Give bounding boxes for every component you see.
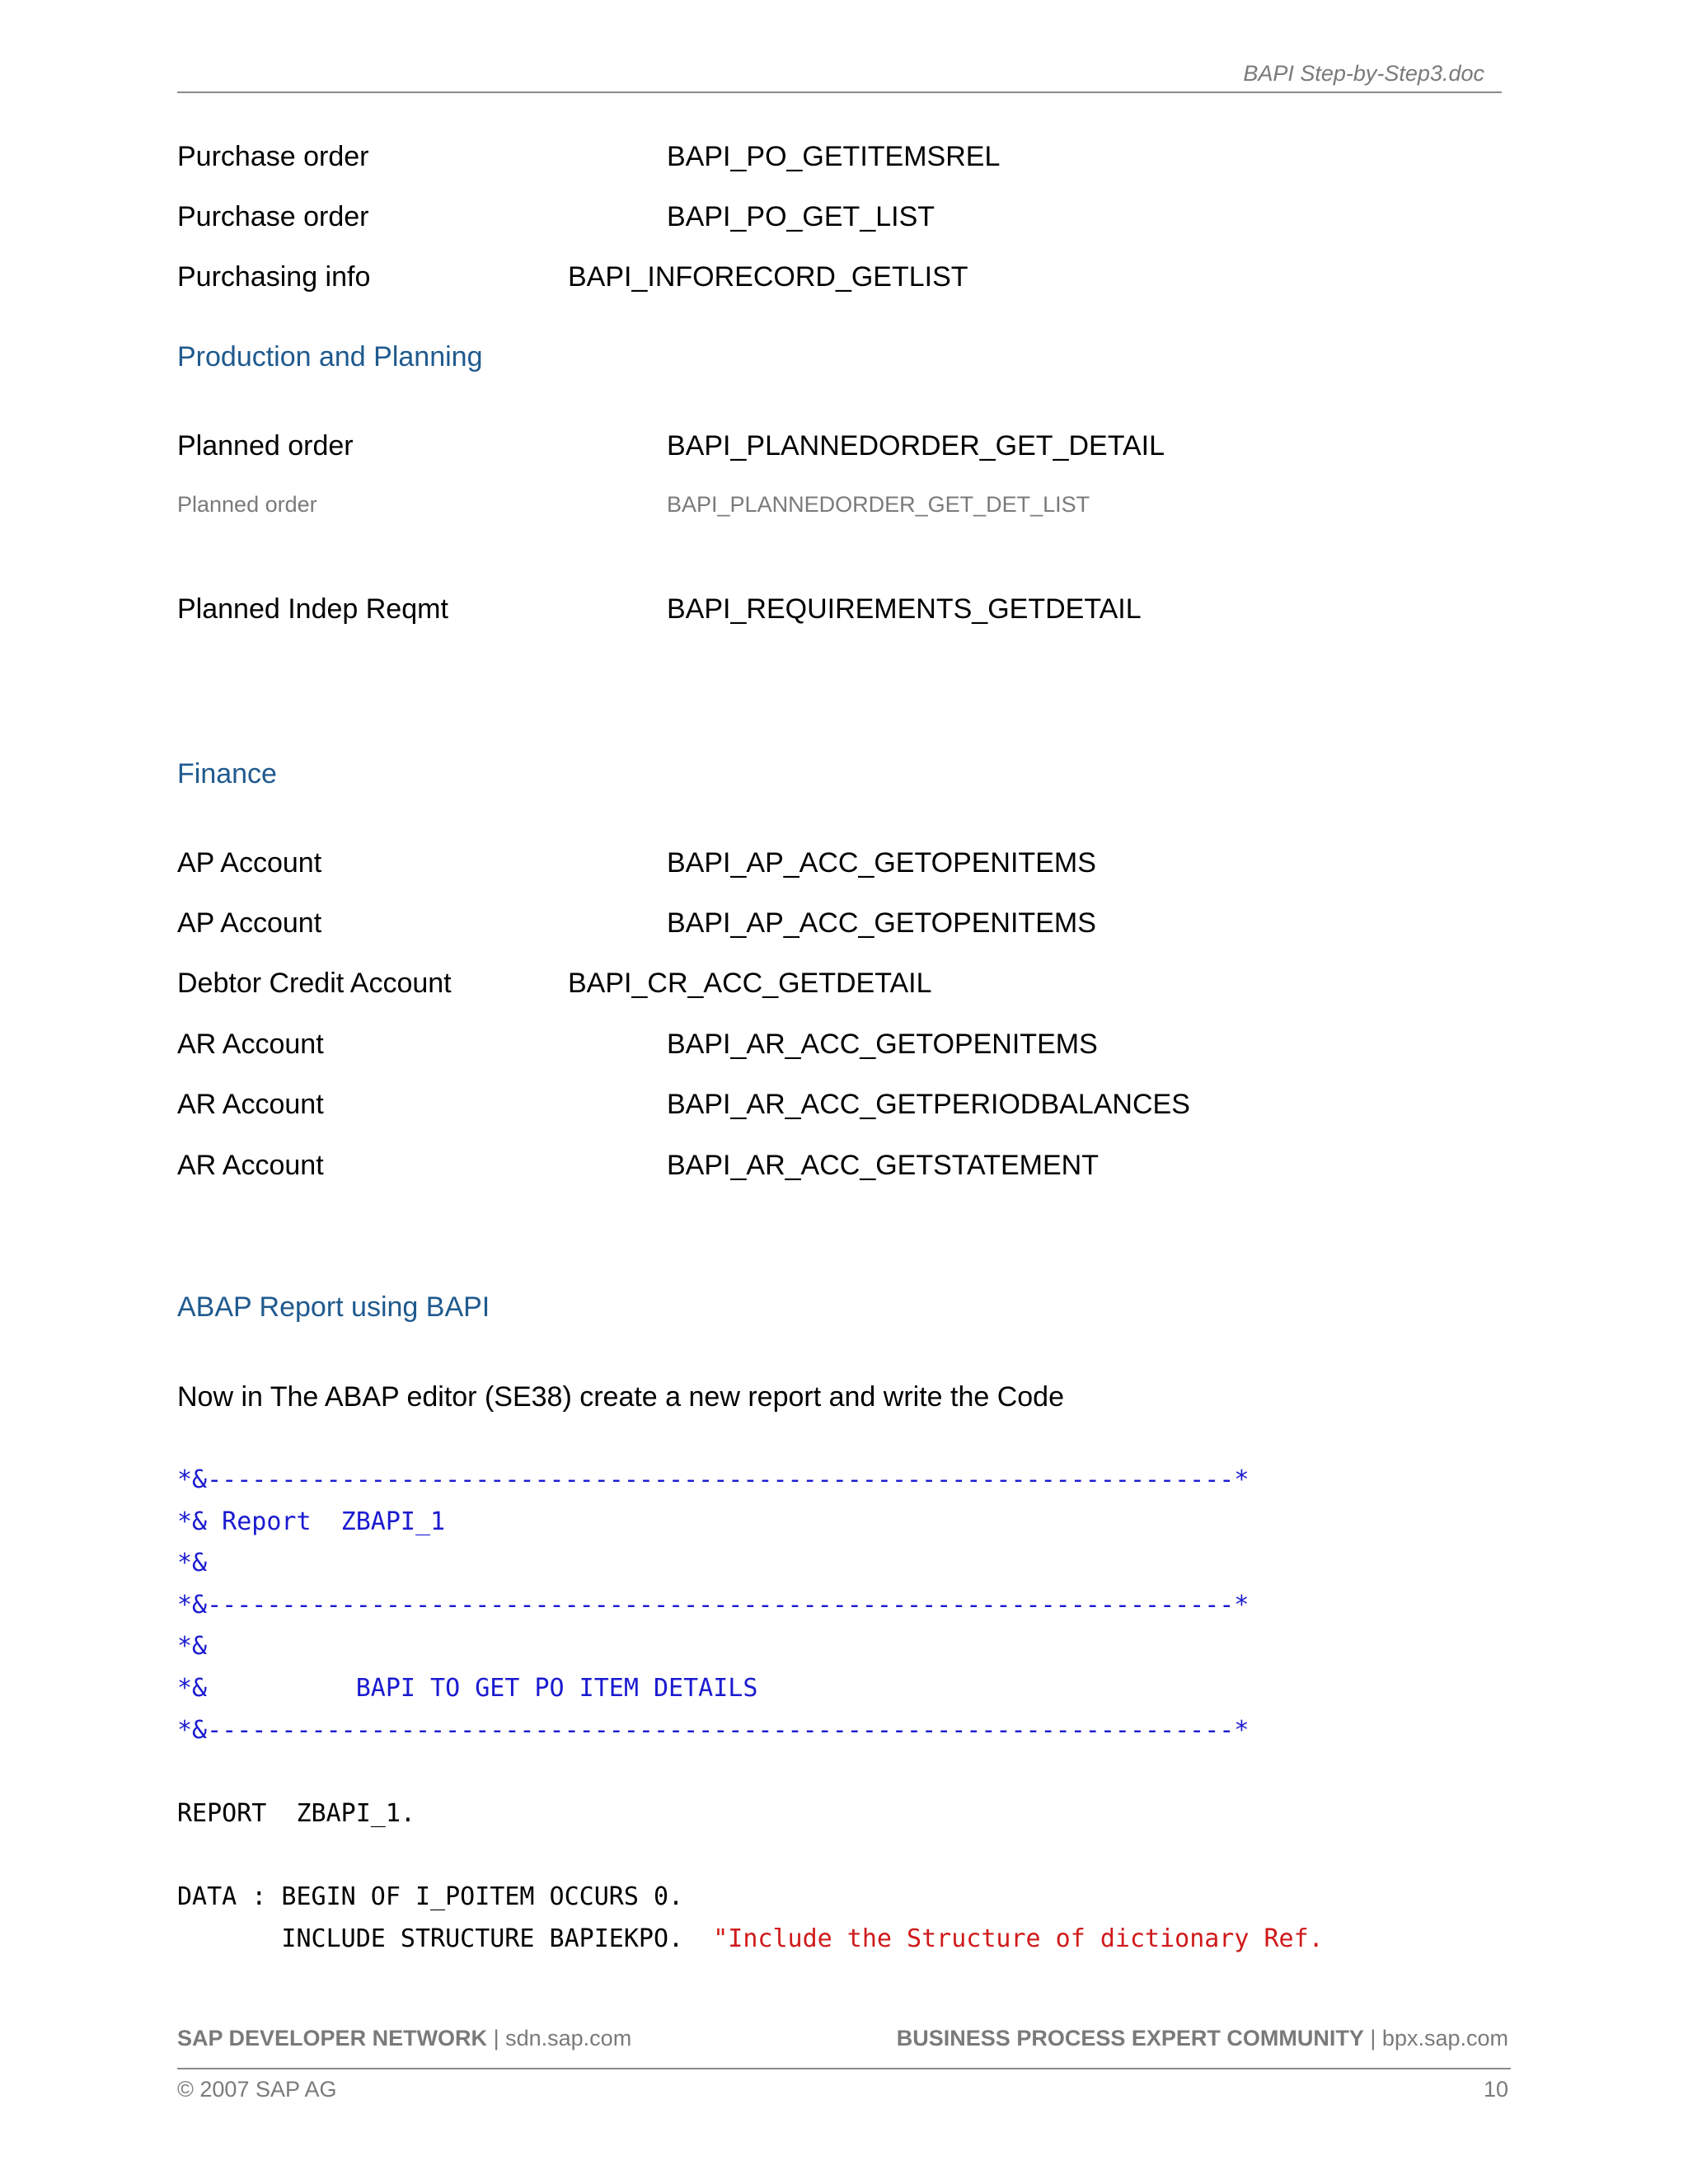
bapi-name: BAPI_PO_GET_LIST — [667, 201, 935, 232]
section-heading-abap: ABAP Report using BAPI — [177, 1291, 490, 1323]
section-heading-production: Production and Planning — [177, 341, 483, 373]
footer-sdn-name: SAP DEVELOPER NETWORK — [177, 2026, 488, 2050]
object-label: Planned order — [177, 492, 317, 517]
code-comment-line: *& — [177, 1632, 208, 1661]
object-label: AP Account — [177, 847, 322, 879]
page-number: 10 — [1483, 2077, 1508, 2102]
object-label: AP Account — [177, 907, 322, 939]
footer-bpx — [897, 2026, 1508, 2051]
footer-sdn-url: sdn.sap.com — [505, 2026, 632, 2050]
bapi-name: BAPI_PLANNEDORDER_GET_DETAIL — [667, 430, 1165, 462]
bapi-name: BAPI_AR_ACC_GETPERIODBALANCES — [667, 1089, 1190, 1120]
code-comment-line: *& Report ZBAPI_1 — [177, 1507, 446, 1536]
footer-separator: | — [1370, 2026, 1376, 2050]
code-report-statement: REPORT ZBAPI_1. — [177, 1799, 415, 1828]
copyright: © 2007 SAP AG — [177, 2077, 337, 2102]
object-label: AR Account — [177, 1029, 324, 1060]
bapi-name: BAPI_AP_ACC_GETOPENITEMS — [667, 907, 1096, 939]
footer-bpx-name: BUSINESS PROCESS EXPERT COMMUNITY — [896, 2026, 1364, 2050]
code-comment-line: *&---------------------------------------------------------------------* — [177, 1465, 1250, 1494]
footer-divider — [177, 2068, 1511, 2069]
object-label: Planned Indep Reqmt — [177, 593, 448, 625]
intro-paragraph: Now in The ABAP editor (SE38) create a new report and write the Code — [177, 1381, 1064, 1413]
bapi-name: BAPI_PO_GETITEMSREL — [667, 141, 1001, 172]
code-inline-comment: "Include the Structure of dictionary Ref. — [713, 1924, 1324, 1953]
bapi-name: BAPI_PLANNEDORDER_GET_DET_LIST — [667, 492, 1090, 517]
bapi-name: BAPI_AP_ACC_GETOPENITEMS — [667, 847, 1096, 879]
bapi-name: BAPI_REQUIREMENTS_GETDETAIL — [667, 593, 1142, 625]
footer-sdn — [177, 2026, 631, 2051]
object-label: Debtor Credit Account — [177, 968, 452, 999]
bapi-name: BAPI_INFORECORD_GETLIST — [568, 261, 968, 293]
bapi-name: BAPI_CR_ACC_GETDETAIL — [568, 968, 932, 999]
code-comment-line: *& — [177, 1549, 208, 1577]
header-divider — [177, 91, 1502, 93]
code-comment-line: *&---------------------------------------------------------------------* — [177, 1716, 1250, 1745]
footer-separator: | — [493, 2026, 499, 2050]
code-include-line — [177, 1923, 1324, 1956]
object-label: Planned order — [177, 430, 354, 462]
code-comment-line: *& BAPI TO GET PO ITEM DETAILS — [177, 1674, 758, 1703]
object-label: AR Account — [177, 1089, 324, 1120]
code-include-statement: INCLUDE STRUCTURE BAPIEKPO. — [177, 1924, 714, 1953]
object-label: Purchase order — [177, 141, 369, 172]
object-label: Purchase order — [177, 201, 369, 232]
bapi-name: BAPI_AR_ACC_GETOPENITEMS — [667, 1029, 1098, 1060]
bapi-name: BAPI_AR_ACC_GETSTATEMENT — [667, 1150, 1099, 1181]
object-label: Purchasing info — [177, 261, 371, 293]
footer-bpx-url: bpx.sap.com — [1381, 2026, 1508, 2050]
document-title: BAPI Step-by-Step3.doc — [1243, 61, 1484, 86]
object-label: AR Account — [177, 1150, 324, 1181]
code-comment-line: *&---------------------------------------------------------------------* — [177, 1591, 1250, 1619]
code-data-statement: DATA : BEGIN OF I_POITEM OCCURS 0. — [177, 1882, 684, 1911]
section-heading-finance: Finance — [177, 758, 277, 790]
